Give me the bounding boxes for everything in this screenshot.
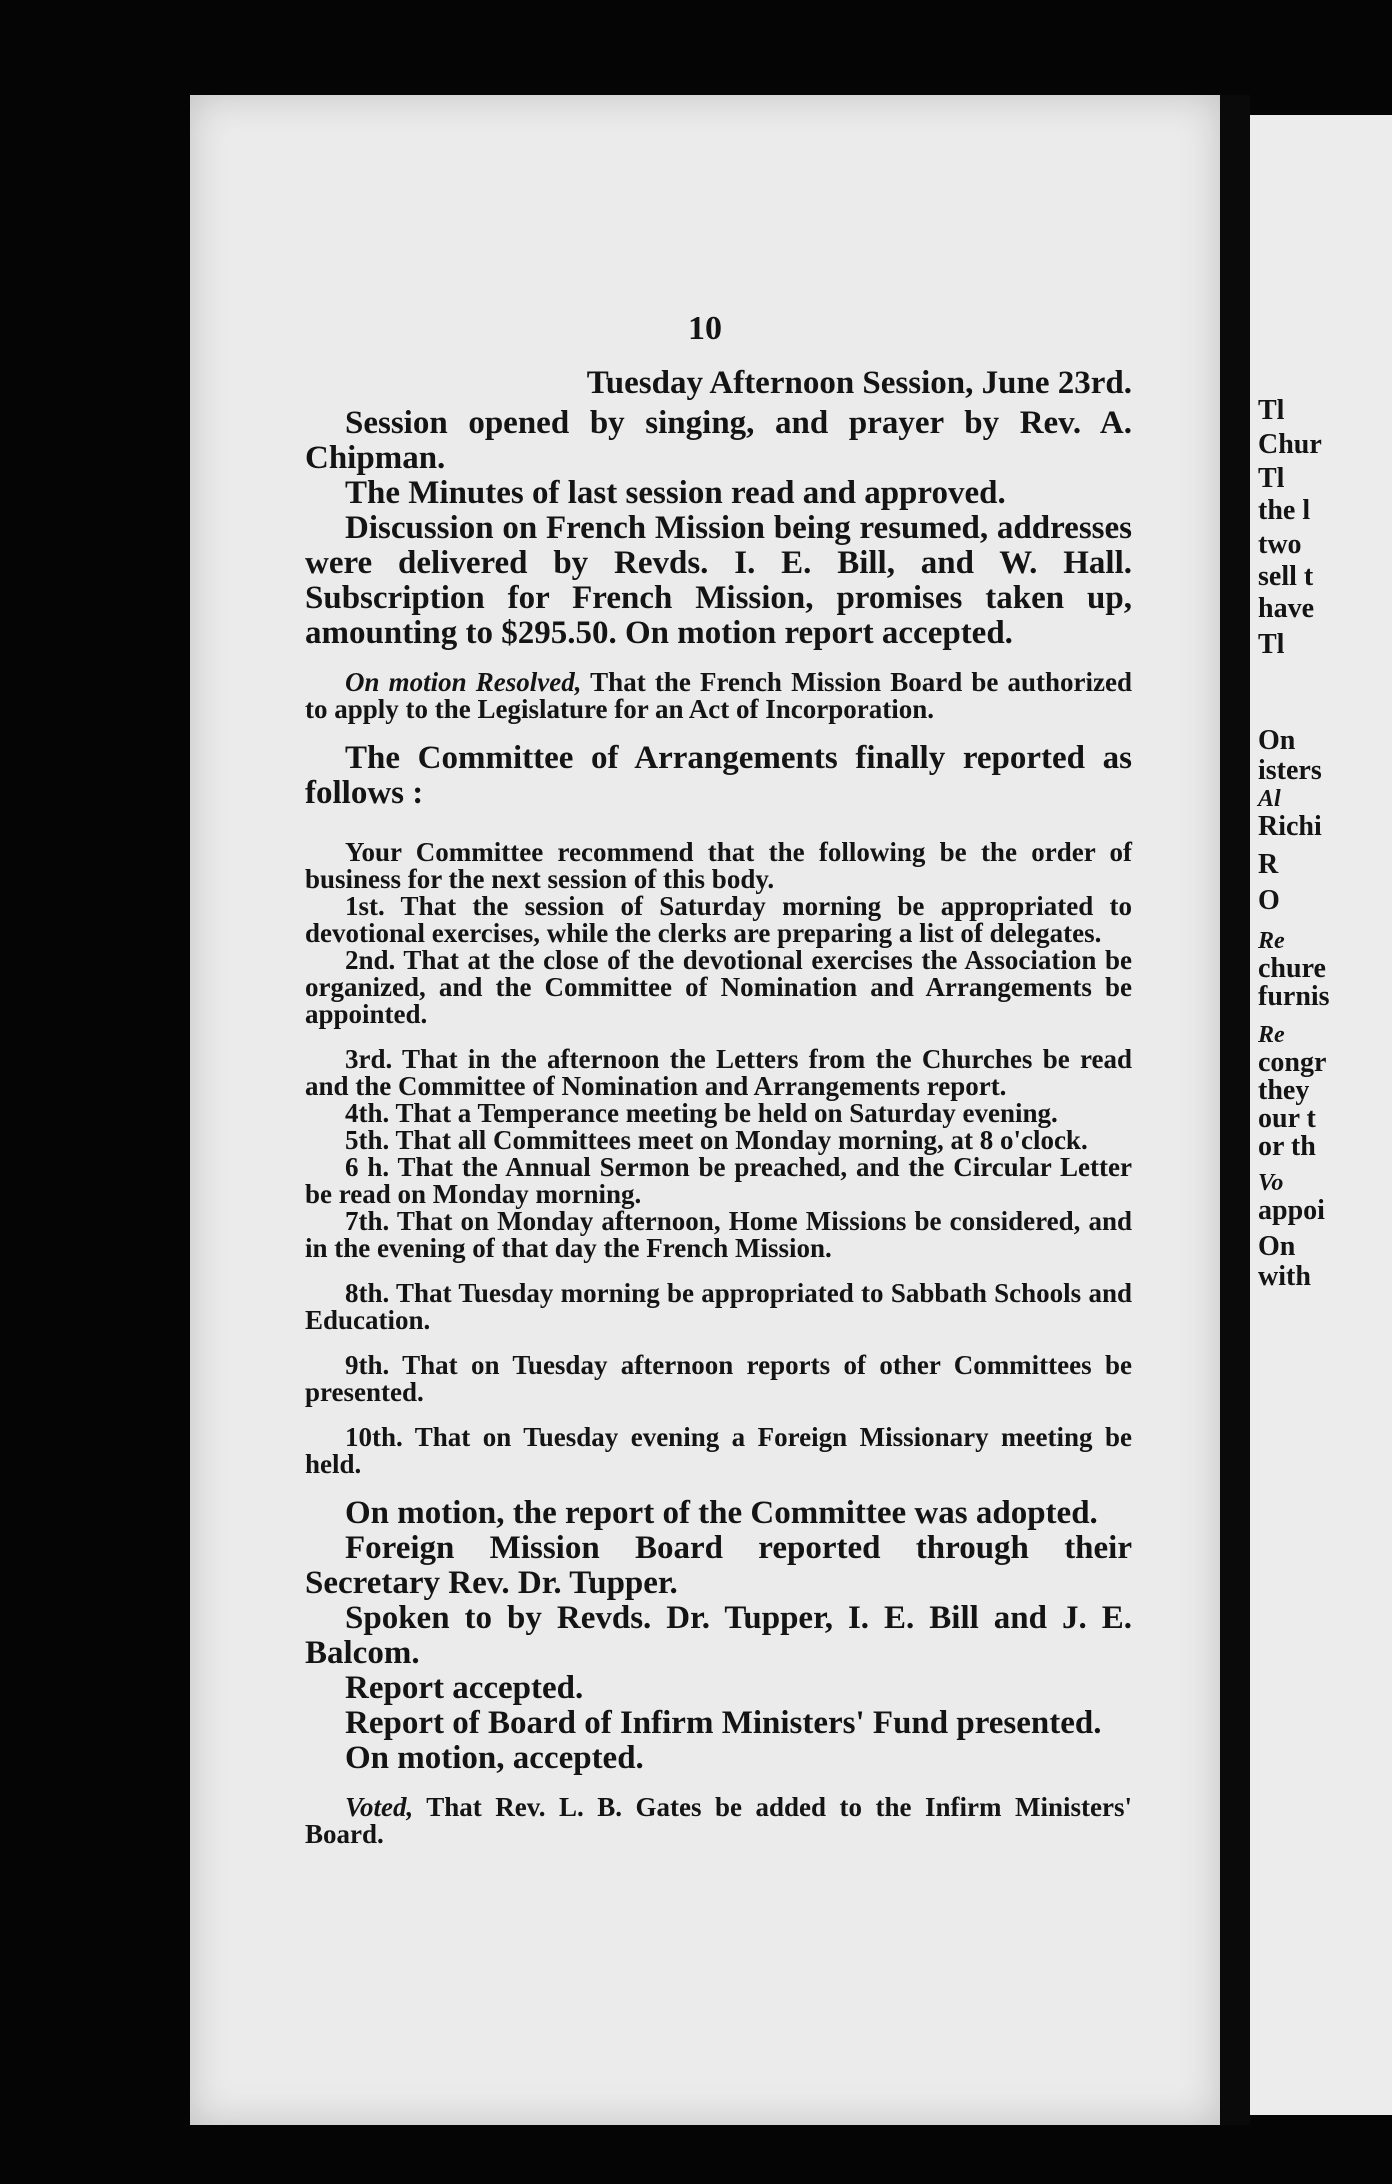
committee-intro: The Committee of Arrangements finally reported as follows :: [305, 740, 1132, 811]
facing-line: chure: [1258, 953, 1326, 984]
closing-on-motion: On motion, accepted.: [345, 1740, 644, 1776]
page-gutter: [1220, 95, 1250, 2125]
facing-line: our t: [1258, 1103, 1316, 1134]
resolution-lead: On motion Resolved,: [345, 667, 582, 697]
closing-adopted: On motion, the report of the Committee was adopted.: [345, 1495, 1098, 1531]
facing-line: or th: [1258, 1131, 1316, 1162]
facing-line: On: [1258, 1231, 1296, 1262]
facing-line: Tl: [1258, 463, 1285, 494]
page-10: [190, 95, 1220, 2125]
facing-line: Re: [1258, 1022, 1285, 1048]
closing-spoken: Spoken to by Revds. Dr. Tupper, I. E. Bill and J. E. Balcom.: [305, 1600, 1132, 1671]
facing-line: appoi: [1258, 1195, 1325, 1226]
report-item-9: 9th. That on Tuesday afternoon reports of other Committees be presented.: [305, 1350, 1132, 1407]
facing-line: Richi: [1258, 811, 1322, 842]
facing-line: R: [1258, 849, 1279, 880]
closing-infirm-fund: Report of Board of Infirm Ministers' Fund presented.: [345, 1705, 1102, 1741]
report-item-10: 10th. That on Tuesday evening a Foreign Missionary meeting be held.: [305, 1422, 1132, 1479]
report-item-8: 8th. That Tuesday morning be appropriated to Sabbath Schools and Education.: [305, 1278, 1132, 1335]
facing-line: furnis: [1258, 981, 1330, 1012]
report-item-7: 7th. That on Monday afternoon, Home Missions be considered, and in the evening of that day the French Mission.: [305, 1206, 1132, 1263]
paragraph-french-mission: Discussion on French Mission being resumed, addresses were delivered by Revds. I. E. Bill, and W. Hall. Subscription for French Mission, promises taken up, amounting to $295.50. On motion report accepted.: [305, 510, 1132, 651]
session-heading: Tuesday Afternoon Session, June 23rd.: [586, 365, 1132, 401]
report-item-3: 3rd. That in the afternoon the Letters from the Churches be read and the Committee of Nomination and Arrangements report.: [305, 1044, 1132, 1101]
paragraph-opening: Session opened by singing, and prayer by Rev. A. Chipman.: [305, 405, 1132, 476]
facing-line: Re: [1258, 928, 1285, 954]
facing-page: [1250, 115, 1392, 2115]
facing-line: Vo: [1258, 1170, 1284, 1196]
report-item-5: 5th. That all Committees meet on Monday morning, at 8 o'clock.: [345, 1125, 1088, 1155]
facing-line: have: [1258, 593, 1314, 624]
facing-line: Al: [1258, 786, 1281, 812]
report-item-2: 2nd. That at the close of the devotional exercises the Association be organized, and the Committee of Nomination and Arrangements be appointed.: [305, 945, 1132, 1029]
facing-line: On: [1258, 725, 1296, 756]
facing-line: the l: [1258, 495, 1311, 526]
facing-line: isters: [1258, 755, 1322, 786]
facing-line: Chur: [1258, 429, 1322, 460]
report-item-1: 1st. That the session of Saturday morning be appropriated to devotional exercises, while the clerks are preparing a list of delegates.: [305, 891, 1132, 948]
page-text: [305, 365, 1132, 1848]
facing-line: Tl: [1258, 629, 1285, 660]
facing-line: O: [1258, 885, 1280, 916]
report-intro: Your Committee recommend that the following be the order of business for the next session of this body.: [305, 837, 1132, 894]
facing-line: two: [1258, 529, 1302, 560]
vote: [305, 1794, 1132, 1848]
facing-line: congr: [1258, 1047, 1327, 1078]
report-item-6: 6 h. That the Annual Sermon be preached, and the Circular Letter be read on Monday morning.: [305, 1152, 1132, 1209]
facing-line: they: [1258, 1075, 1310, 1106]
facing-line: with: [1258, 1261, 1311, 1292]
facing-line: sell t: [1258, 561, 1314, 592]
resolution: [305, 669, 1132, 723]
closing-foreign-mission: Foreign Mission Board reported through their Secretary Rev. Dr. Tupper.: [305, 1530, 1132, 1601]
resolution-text: That the French Mission Board be authorized to apply to the Legislature for an Act of Incorporation.: [305, 667, 1132, 724]
vote-text: That Rev. L. B. Gates be added to the Infirm Ministers' Board.: [305, 1792, 1132, 1849]
facing-line: Tl: [1258, 395, 1285, 426]
page-number: 10: [688, 310, 722, 347]
paragraph-minutes: The Minutes of last session read and approved.: [345, 475, 1006, 511]
report-item-4: 4th. That a Temperance meeting be held on Saturday evening.: [345, 1098, 1058, 1128]
vote-lead: Voted,: [345, 1792, 414, 1822]
closing-accepted: Report accepted.: [345, 1670, 584, 1706]
